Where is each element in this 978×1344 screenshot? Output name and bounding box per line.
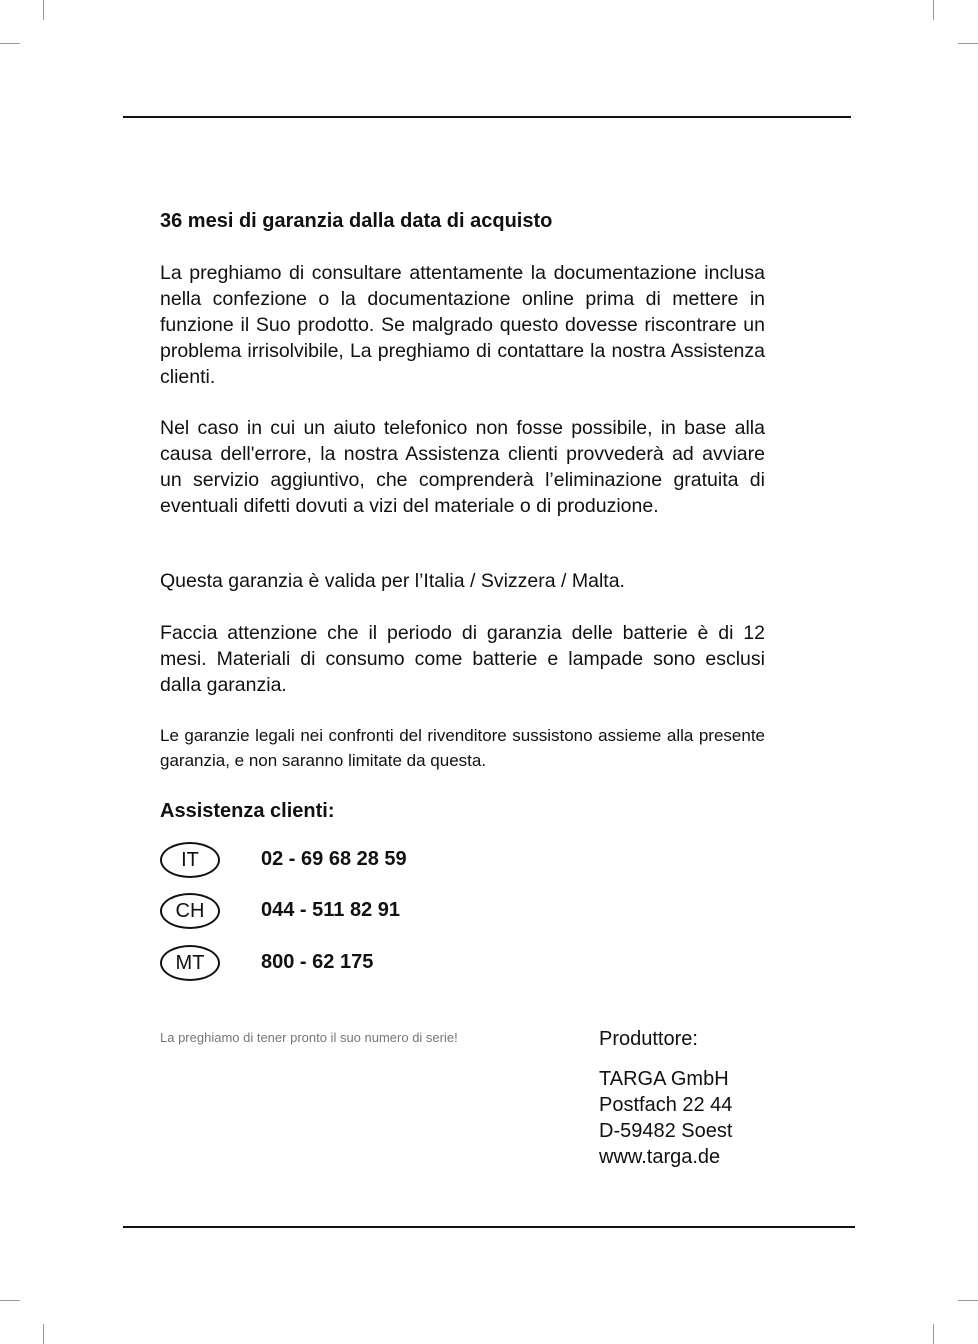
crop-mark <box>43 1324 44 1344</box>
manufacturer-postbox: Postfach 22 44 <box>599 1094 733 1116</box>
country-badge: IT <box>160 842 220 878</box>
crop-mark <box>933 0 934 20</box>
crop-mark <box>43 0 44 20</box>
crop-mark <box>958 1300 978 1301</box>
manufacturer-block <box>599 1026 732 1170</box>
warranty-paragraph: Faccia attenzione che il periodo di garanzia delle batterie è di 12 mesi. Materiali di consumo come batterie e lampade sono esclusi dalla garanzia. <box>160 622 765 696</box>
bottom-rule <box>123 1226 855 1228</box>
warranty-title: 36 mesi di garanzia dalla data di acquisto <box>160 210 553 232</box>
phone-number: 044 - 511 82 91 <box>261 899 401 921</box>
phone-number: 02 - 69 68 28 59 <box>261 848 407 870</box>
crop-mark <box>0 1300 20 1301</box>
support-title: Assistenza clienti: <box>160 800 335 822</box>
support-line <box>160 842 560 882</box>
warranty-paragraph: La preghiamo di consultare attentamente la documentazione inclusa nella confezione o la documentazione online prima di mettere in funzione il Suo prodotto. Se malgrado questo dovesse riscontrare un problema irrisolvibile, La preghiamo di contattare la nostra Assistenza clienti. <box>160 262 765 388</box>
warranty-paragraph: Questa garanzia è valida per l’Italia / Svizzera / Malta. <box>160 570 625 592</box>
crop-mark <box>0 43 20 44</box>
top-rule <box>123 116 851 118</box>
manufacturer-label: Produttore: <box>599 1028 698 1050</box>
support-line <box>160 945 560 985</box>
warranty-paragraph: Le garanzie legali nei confronti del rivenditore sussistono assieme alla presente garanzia, e non saranno limitate da questa. <box>160 726 765 770</box>
country-badge: MT <box>160 945 220 981</box>
crop-mark <box>933 1324 934 1344</box>
serial-note: La preghiamo di tener pronto il suo numero di serie! <box>160 1030 458 1045</box>
manufacturer-website: www.targa.de <box>599 1146 721 1168</box>
crop-mark <box>958 43 978 44</box>
manufacturer-city: D-59482 Soest <box>599 1120 733 1142</box>
manufacturer-name: TARGA GmbH <box>599 1068 729 1090</box>
phone-number: 800 - 62 175 <box>261 951 374 973</box>
support-line <box>160 893 560 933</box>
warranty-paragraph: Nel caso in cui un aiuto telefonico non fosse possibile, in base alla causa dell'errore, la nostra Assistenza clienti provvederà ad avviare un servizio aggiuntivo, che comprenderà l’eliminazione gratuita di eventuali difetti dovuti a vizi del materiale o di produzione. <box>160 417 765 517</box>
country-badge: CH <box>160 893 220 929</box>
